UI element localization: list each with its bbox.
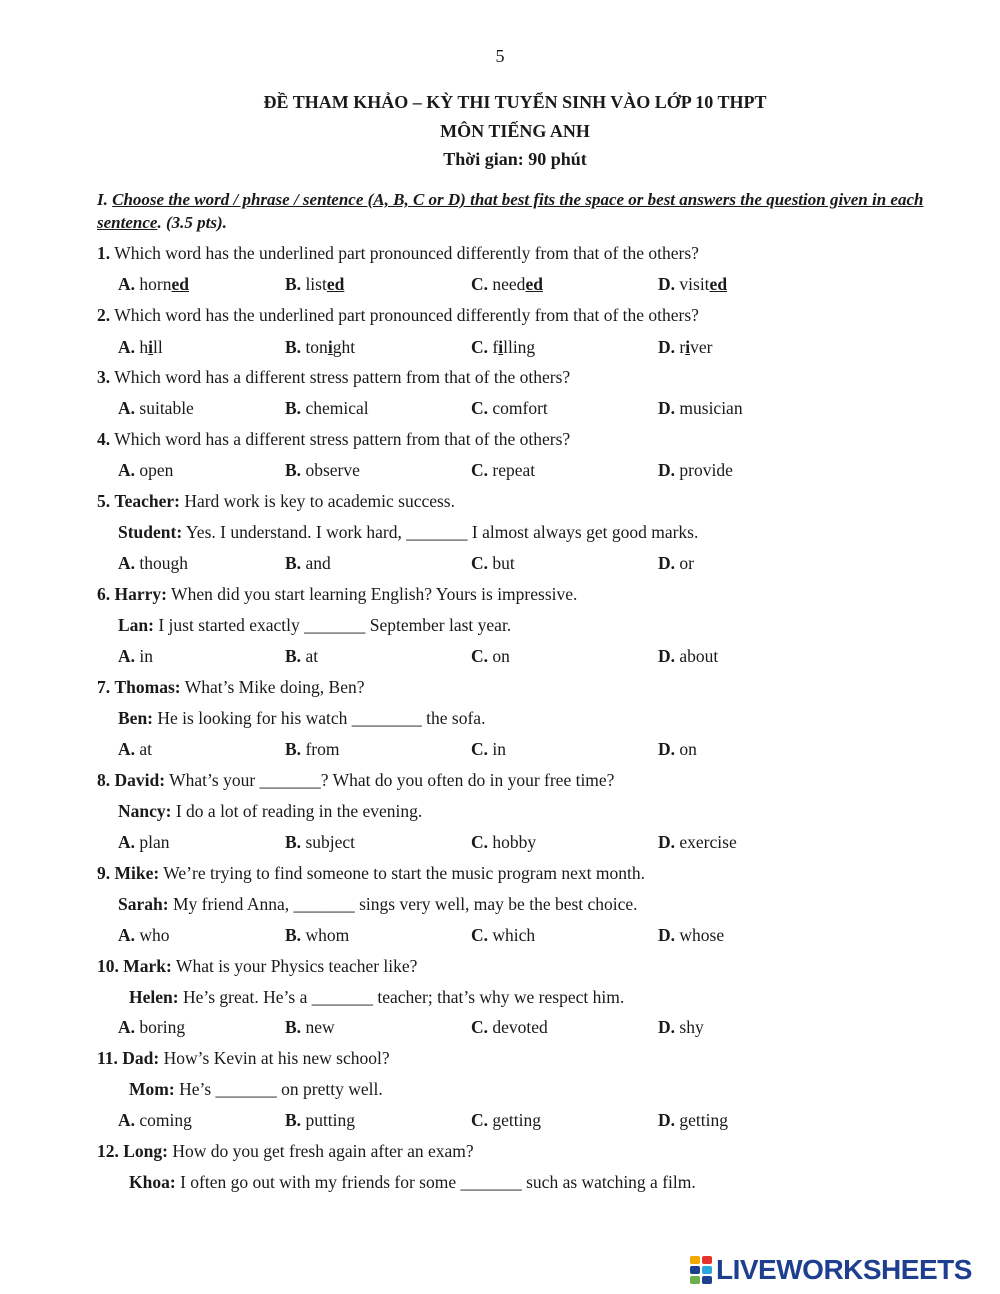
option-text: putting xyxy=(305,1110,356,1130)
instruction-text: Choose the word / phrase / sentence (A, B, C or D) that best fits the space or best answers the question given in each sentence xyxy=(97,190,924,232)
option-text: getting xyxy=(679,1110,728,1130)
q5-option-c[interactable] xyxy=(471,553,515,574)
question-6 xyxy=(97,584,577,605)
speaker-name: Sarah: xyxy=(118,894,169,914)
q8-option-d[interactable] xyxy=(658,832,737,853)
dialogue-line: Hard work is key to academic success. xyxy=(184,491,455,511)
q10-option-a[interactable] xyxy=(118,1017,185,1038)
option-letter: B. xyxy=(285,1017,302,1037)
q6-option-c[interactable] xyxy=(471,646,510,667)
dialogue-line: How’s Kevin at his new school? xyxy=(163,1048,390,1068)
dialogue-line: What is your Physics teacher like? xyxy=(175,956,418,976)
question-10 xyxy=(97,956,417,977)
q3-option-b[interactable] xyxy=(285,398,369,419)
option-letter: B. xyxy=(285,274,302,294)
question-text: Which word has the underlined part pronounced differently from that of the others? xyxy=(114,305,699,325)
option-text: r xyxy=(679,337,686,357)
q4-option-a[interactable] xyxy=(118,460,173,481)
q8-option-a[interactable] xyxy=(118,832,170,853)
speaker-name: Nancy: xyxy=(118,801,172,821)
option-letter: B. xyxy=(285,739,302,759)
option-letter: A. xyxy=(118,460,136,480)
q1-option-c[interactable] xyxy=(471,274,543,295)
option-letter: B. xyxy=(285,460,302,480)
question-number: 11. xyxy=(97,1048,118,1068)
q6-option-a[interactable] xyxy=(118,646,153,667)
question-6-reply xyxy=(118,615,511,636)
option-letter: D. xyxy=(658,832,676,852)
option-text: though xyxy=(139,553,189,573)
option-text: shy xyxy=(679,1017,704,1037)
option-text: or xyxy=(679,553,694,573)
option-text: at xyxy=(305,646,319,666)
dialogue-line: Yes. I understand. I work hard, _______ I almost always get good marks. xyxy=(185,522,699,542)
option-text: need xyxy=(492,274,526,294)
option-text: h xyxy=(139,337,149,357)
question-11 xyxy=(97,1048,390,1069)
question-text: Which word has a different stress pattern from that of the others? xyxy=(114,367,571,387)
question-number: 6. xyxy=(97,584,111,604)
underlined-part: ed xyxy=(171,274,189,294)
option-text: observe xyxy=(305,460,360,480)
option-letter: A. xyxy=(118,337,136,357)
q2-option-b[interactable] xyxy=(285,337,355,358)
section-roman: I. xyxy=(97,190,108,209)
question-11-reply xyxy=(129,1079,383,1100)
dialogue-line: What’s Mike doing, Ben? xyxy=(184,677,365,697)
option-text: suitable xyxy=(139,398,194,418)
option-letter: C. xyxy=(471,832,489,852)
option-text: hobby xyxy=(492,832,537,852)
q4-option-c[interactable] xyxy=(471,460,535,481)
option-text: subject xyxy=(305,832,356,852)
option-letter: D. xyxy=(658,1017,676,1037)
speaker-name: Long: xyxy=(123,1141,168,1161)
option-letter: A. xyxy=(118,832,136,852)
speaker-name: Harry: xyxy=(114,584,167,604)
option-letter: C. xyxy=(471,460,489,480)
option-letter: B. xyxy=(285,646,302,666)
underlined-part: i xyxy=(498,337,504,357)
logo-text: LIVEWORKSHEETS xyxy=(716,1254,972,1285)
liveworksheets-logo-icon xyxy=(690,1256,712,1284)
option-text: who xyxy=(139,925,170,945)
option-letter: B. xyxy=(285,832,302,852)
option-text: list xyxy=(305,274,327,294)
option-letter: B. xyxy=(285,337,302,357)
option-text: and xyxy=(305,553,331,573)
speaker-name: Mike: xyxy=(114,863,160,883)
question-text: Which word has a different stress pattern from that of the others? xyxy=(114,429,571,449)
option-text: on xyxy=(492,646,510,666)
question-2 xyxy=(97,305,699,326)
option-text: visit xyxy=(679,274,710,294)
option-letter: C. xyxy=(471,398,489,418)
speaker-name: Helen: xyxy=(129,987,179,1007)
dialogue-line: When did you start learning English? Yours is impressive. xyxy=(171,584,578,604)
question-text: Which word has the underlined part pronounced differently from that of the others? xyxy=(114,243,699,263)
question-number: 3. xyxy=(97,367,111,387)
q8-option-b[interactable] xyxy=(285,832,355,853)
q6-option-b[interactable] xyxy=(285,646,318,667)
dialogue-line: I often go out with my friends for some _______ such as watching a film. xyxy=(180,1172,696,1192)
underlined-part: ed xyxy=(326,274,345,294)
q10-option-c[interactable] xyxy=(471,1017,548,1038)
option-letter: C. xyxy=(471,646,489,666)
q9-option-d[interactable] xyxy=(658,925,724,946)
option-text: ton xyxy=(305,337,328,357)
q9-option-a[interactable] xyxy=(118,925,170,946)
dialogue-line: We’re trying to find someone to start the music program next month. xyxy=(163,863,645,883)
option-text: on xyxy=(679,739,697,759)
speaker-name: Thomas: xyxy=(114,677,181,697)
option-letter: D. xyxy=(658,553,676,573)
speaker-name: Teacher: xyxy=(114,491,180,511)
q1-option-d[interactable] xyxy=(658,274,727,295)
q11-option-b[interactable] xyxy=(285,1110,355,1131)
option-text: comfort xyxy=(492,398,548,418)
option-text: but xyxy=(492,553,515,573)
option-text: musician xyxy=(679,398,743,418)
option-text-end: ver xyxy=(690,337,713,357)
q2-option-c[interactable] xyxy=(471,337,535,358)
option-text: boring xyxy=(139,1017,186,1037)
question-number: 12. xyxy=(97,1141,119,1161)
section-instruction xyxy=(97,188,937,234)
q11-option-c[interactable] xyxy=(471,1110,541,1131)
subject-title: MÔN TIẾNG ANH xyxy=(440,121,590,141)
q1-option-b[interactable] xyxy=(285,274,344,295)
option-text: provide xyxy=(679,460,733,480)
question-number: 2. xyxy=(97,305,111,325)
dialogue-line: He’s _______ on pretty well. xyxy=(179,1079,383,1099)
question-7-reply xyxy=(118,708,485,729)
page-number: 5 xyxy=(495,46,505,66)
question-1 xyxy=(97,243,699,264)
option-text: exercise xyxy=(679,832,737,852)
underlined-part: i xyxy=(327,337,333,357)
option-text: in xyxy=(139,646,154,666)
speaker-name: Student: xyxy=(118,522,183,542)
question-12-reply xyxy=(129,1172,696,1193)
speaker-name: Mom: xyxy=(129,1079,175,1099)
q5-option-a[interactable] xyxy=(118,553,188,574)
exam-title: ĐỀ THAM KHẢO – KỲ THI TUYỂN SINH VÀO LỚP 10 THPT xyxy=(263,92,767,112)
option-letter: A. xyxy=(118,646,136,666)
option-text-end: lling xyxy=(503,337,536,357)
underlined-part: i xyxy=(148,337,154,357)
speaker-name: Dad: xyxy=(122,1048,160,1068)
option-letter: C. xyxy=(471,925,489,945)
option-letter: A. xyxy=(118,925,136,945)
question-10-reply xyxy=(129,987,624,1008)
q4-option-b[interactable] xyxy=(285,460,360,481)
option-text: repeat xyxy=(492,460,536,480)
option-letter: C. xyxy=(471,1110,489,1130)
option-text: chemical xyxy=(305,398,369,418)
q5-option-b[interactable] xyxy=(285,553,331,574)
option-letter: D. xyxy=(658,274,676,294)
q9-option-b[interactable] xyxy=(285,925,349,946)
option-text: coming xyxy=(139,1110,192,1130)
option-text: horn xyxy=(139,274,172,294)
question-number: 5. xyxy=(97,491,111,511)
option-letter: A. xyxy=(118,398,136,418)
q3-option-d[interactable] xyxy=(658,398,743,419)
question-number: 9. xyxy=(97,863,111,883)
q3-option-c[interactable] xyxy=(471,398,548,419)
dialogue-line: He’s great. He’s a _______ teacher; that’s why we respect him. xyxy=(182,987,625,1007)
question-number: 8. xyxy=(97,770,111,790)
question-12 xyxy=(97,1141,474,1162)
option-text: devoted xyxy=(492,1017,548,1037)
option-letter: D. xyxy=(658,337,676,357)
option-letter: A. xyxy=(118,553,136,573)
option-text: whose xyxy=(679,925,725,945)
q1-option-a[interactable] xyxy=(118,274,189,295)
question-5 xyxy=(97,491,455,512)
q5-option-d[interactable] xyxy=(658,553,694,574)
underlined-part: ed xyxy=(525,274,543,294)
speaker-name: Mark: xyxy=(123,956,172,976)
underlined-part: i xyxy=(685,337,691,357)
q10-option-d[interactable] xyxy=(658,1017,704,1038)
q4-option-d[interactable] xyxy=(658,460,733,481)
option-text: getting xyxy=(492,1110,541,1130)
option-letter: C. xyxy=(471,1017,489,1037)
q7-option-c[interactable] xyxy=(471,739,506,760)
q9-option-c[interactable] xyxy=(471,925,535,946)
speaker-name: Lan: xyxy=(118,615,154,635)
option-letter: D. xyxy=(658,1110,676,1130)
question-number: 7. xyxy=(97,677,111,697)
question-3 xyxy=(97,367,570,388)
dialogue-line: My friend Anna, _______ sings very well, may be the best choice. xyxy=(172,894,638,914)
speaker-name: David: xyxy=(114,770,166,790)
dialogue-line: How do you get fresh again after an exam? xyxy=(172,1141,474,1161)
question-5-reply xyxy=(118,522,698,543)
option-letter: C. xyxy=(471,739,489,759)
option-text: plan xyxy=(139,832,170,852)
speaker-name: Khoa: xyxy=(129,1172,176,1192)
option-letter: A. xyxy=(118,1017,136,1037)
option-text: new xyxy=(305,1017,335,1037)
option-letter: D. xyxy=(658,925,676,945)
q7-option-d[interactable] xyxy=(658,739,697,760)
option-letter: D. xyxy=(658,398,676,418)
dialogue-line: What’s your _______? What do you often do in your free time? xyxy=(169,770,615,790)
option-letter: B. xyxy=(285,925,302,945)
option-text-end: ll xyxy=(153,337,163,357)
option-text-end: ght xyxy=(332,337,356,357)
dialogue-line: I just started exactly _______ September last year. xyxy=(158,615,512,635)
option-letter: D. xyxy=(658,460,676,480)
time-limit: Thời gian: 90 phút xyxy=(443,149,587,169)
option-letter: C. xyxy=(471,553,489,573)
option-letter: D. xyxy=(658,646,676,666)
question-8 xyxy=(97,770,614,791)
option-text: whom xyxy=(305,925,350,945)
option-text: at xyxy=(139,739,153,759)
option-text: open xyxy=(139,460,174,480)
instruction-suffix: . (3.5 pts). xyxy=(157,213,227,232)
question-4 xyxy=(97,429,570,450)
option-text: from xyxy=(305,739,340,759)
q8-option-c[interactable] xyxy=(471,832,536,853)
question-8-reply xyxy=(118,801,422,822)
dialogue-line: He is looking for his watch ________ the sofa. xyxy=(157,708,486,728)
dialogue-line: I do a lot of reading in the evening. xyxy=(175,801,423,821)
option-text: f xyxy=(492,337,499,357)
option-letter: A. xyxy=(118,739,136,759)
underlined-part: ed xyxy=(709,274,728,294)
question-number: 10. xyxy=(97,956,119,976)
option-letter: C. xyxy=(471,274,489,294)
option-letter: B. xyxy=(285,398,302,418)
option-letter: A. xyxy=(118,1110,136,1130)
q6-option-d[interactable] xyxy=(658,646,718,667)
question-9 xyxy=(97,863,645,884)
q2-option-d[interactable] xyxy=(658,337,712,358)
q7-option-b[interactable] xyxy=(285,739,339,760)
q2-option-a[interactable] xyxy=(118,337,163,358)
q10-option-b[interactable] xyxy=(285,1017,335,1038)
q7-option-a[interactable] xyxy=(118,739,152,760)
question-7 xyxy=(97,677,365,698)
question-number: 4. xyxy=(97,429,111,449)
option-text: in xyxy=(492,739,507,759)
option-letter: B. xyxy=(285,1110,302,1130)
q11-option-a[interactable] xyxy=(118,1110,192,1131)
option-text: about xyxy=(679,646,719,666)
option-letter: A. xyxy=(118,274,136,294)
question-9-reply xyxy=(118,894,638,915)
speaker-name: Ben: xyxy=(118,708,153,728)
liveworksheets-logo[interactable] xyxy=(690,1252,972,1288)
option-letter: D. xyxy=(658,739,676,759)
q11-option-d[interactable] xyxy=(658,1110,728,1131)
option-text: which xyxy=(492,925,536,945)
option-letter: C. xyxy=(471,337,489,357)
option-letter: B. xyxy=(285,553,302,573)
q3-option-a[interactable] xyxy=(118,398,194,419)
question-number: 1. xyxy=(97,243,111,263)
